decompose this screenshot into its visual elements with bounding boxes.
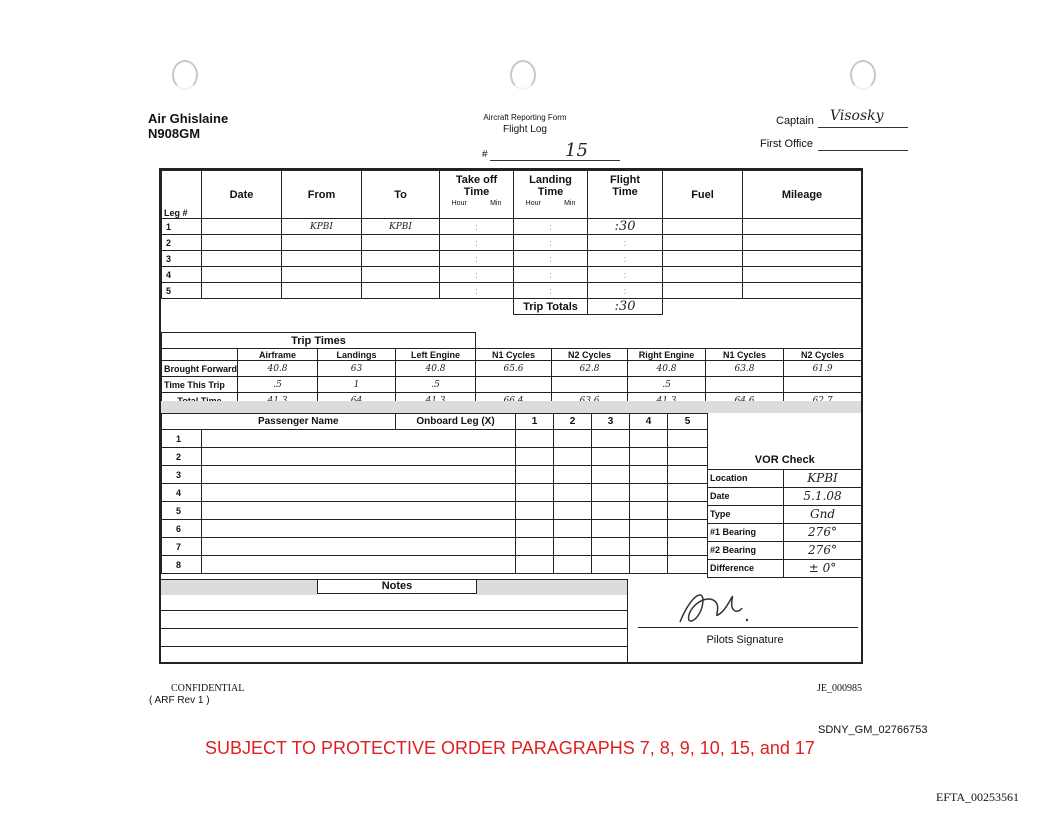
table-row bbox=[162, 251, 862, 267]
passenger-row-number: 3 bbox=[162, 466, 202, 484]
takeoff-time-header bbox=[440, 171, 514, 219]
leg-flight-time: : bbox=[588, 251, 663, 267]
leg-number: 4 bbox=[162, 267, 202, 283]
col-right-n2: N2 Cycles bbox=[784, 349, 862, 361]
date-header: Date bbox=[202, 171, 282, 219]
onboard-leg-4: 4 bbox=[630, 414, 668, 430]
punch-hole-right bbox=[850, 60, 876, 90]
landing-hour-label: Hour bbox=[525, 200, 541, 207]
mileage-header: Mileage bbox=[743, 171, 862, 219]
landing-header-line1: Landing bbox=[529, 174, 572, 186]
leg-header: Leg # bbox=[162, 171, 202, 219]
passenger-row bbox=[162, 430, 708, 448]
vor-location-value: KPBI bbox=[784, 469, 862, 487]
leg-landing-time: : bbox=[514, 219, 588, 235]
leg-number: 1 bbox=[162, 219, 202, 235]
confidential-label: CONFIDENTIAL bbox=[171, 683, 245, 694]
form-number-value: 15 bbox=[565, 140, 588, 161]
leg-flight-time: : bbox=[588, 283, 663, 299]
table-row bbox=[162, 235, 862, 251]
passenger-row-number: 5 bbox=[162, 502, 202, 520]
company-name: Air Ghislaine bbox=[148, 111, 229, 126]
leg-mileage bbox=[743, 219, 862, 235]
vor-bearing1-label: #1 Bearing bbox=[708, 523, 784, 541]
notes-line bbox=[161, 646, 627, 647]
cell: 40.8 bbox=[628, 361, 706, 377]
efta-number: EFTA_00253561 bbox=[936, 790, 1020, 804]
passenger-row-number: 8 bbox=[162, 556, 202, 574]
vor-bearing2-value: 276° bbox=[784, 541, 862, 559]
cell: 40.8 bbox=[238, 361, 318, 377]
protective-order-notice: SUBJECT TO PROTECTIVE ORDER PARAGRAPHS 7, 8, 9, 10, 15, and 17 bbox=[205, 738, 815, 758]
form-number-label: # bbox=[482, 149, 488, 160]
flight-time-header bbox=[588, 171, 663, 219]
cell bbox=[784, 377, 862, 393]
col-right-engine: Right Engine bbox=[628, 349, 706, 361]
col-airframe: Airframe bbox=[238, 349, 318, 361]
pilot-signature-label: Pilots Signature bbox=[706, 634, 784, 646]
passenger-row bbox=[162, 556, 708, 574]
cell: 62.8 bbox=[552, 361, 628, 377]
aircraft-registration: N908GM bbox=[148, 126, 201, 141]
col-left-n2: N2 Cycles bbox=[552, 349, 628, 361]
passenger-row-number: 2 bbox=[162, 448, 202, 466]
form-number-line bbox=[490, 160, 620, 161]
onboard-leg-2: 2 bbox=[554, 414, 592, 430]
leg-landing-time: : bbox=[514, 283, 588, 299]
passenger-row bbox=[162, 448, 708, 466]
col-left-n1: N1 Cycles bbox=[476, 349, 552, 361]
passenger-row bbox=[162, 466, 708, 484]
table-row bbox=[162, 267, 862, 283]
punch-hole-center bbox=[510, 60, 536, 90]
to-header: To bbox=[362, 171, 440, 219]
form-subtitle: Flight Log bbox=[503, 124, 547, 135]
bates-number: SDNY_GM_02766753 bbox=[818, 724, 928, 736]
col-left-engine: Left Engine bbox=[396, 349, 476, 361]
notes-band-left bbox=[161, 579, 317, 595]
row-label: Brought Forward bbox=[162, 361, 238, 377]
from-header: From bbox=[282, 171, 362, 219]
vor-bearing2-label: #2 Bearing bbox=[708, 541, 784, 559]
leg-fuel bbox=[663, 219, 743, 235]
onboard-leg-5: 5 bbox=[668, 414, 708, 430]
passenger-name-header: Passenger Name bbox=[202, 414, 396, 430]
passenger-row-number: 7 bbox=[162, 538, 202, 556]
leg-number: 3 bbox=[162, 251, 202, 267]
leg-from: KPBI bbox=[282, 219, 362, 235]
onboard-leg-header: Onboard Leg (X) bbox=[396, 414, 516, 430]
revision-label: ( ARF Rev 1 ) bbox=[149, 695, 210, 706]
cell: 40.8 bbox=[396, 361, 476, 377]
form-title: Aircraft Reporting Form bbox=[483, 113, 567, 122]
leg-takeoff-time: : bbox=[440, 219, 514, 235]
cell bbox=[476, 377, 552, 393]
passenger-row bbox=[162, 502, 708, 520]
row-label: Time This Trip bbox=[162, 377, 238, 393]
captain-name: Visosky bbox=[830, 108, 884, 124]
signature-line bbox=[638, 627, 858, 628]
landing-time-header bbox=[514, 171, 588, 219]
leg-flight-time: : bbox=[588, 235, 663, 251]
takeoff-min-label: Min bbox=[490, 200, 502, 207]
onboard-leg-3: 3 bbox=[592, 414, 630, 430]
leg-number: 5 bbox=[162, 283, 202, 299]
notes-divider bbox=[627, 579, 628, 662]
cell: 1 bbox=[318, 377, 396, 393]
first-officer-line bbox=[818, 150, 908, 151]
vor-type-value: Gnd bbox=[784, 505, 862, 523]
separator-band bbox=[161, 401, 861, 413]
document-id: JE_000985 bbox=[817, 683, 862, 694]
vor-difference-value: ± 0° bbox=[784, 559, 862, 577]
vor-difference-label: Difference bbox=[708, 559, 784, 577]
passenger-row-number: 4 bbox=[162, 484, 202, 502]
trip-times-table bbox=[161, 332, 862, 409]
table-row bbox=[162, 219, 862, 235]
passenger-row-number: 6 bbox=[162, 520, 202, 538]
col-right-n1: N1 Cycles bbox=[706, 349, 784, 361]
leg-to: KPBI bbox=[362, 219, 440, 235]
cell: .5 bbox=[396, 377, 476, 393]
vor-check-table bbox=[707, 451, 862, 578]
cell bbox=[552, 377, 628, 393]
takeoff-header-line1: Take off bbox=[455, 174, 498, 186]
passenger-row bbox=[162, 484, 708, 502]
cell: .5 bbox=[238, 377, 318, 393]
notes-line bbox=[161, 628, 627, 629]
cell: 63.8 bbox=[706, 361, 784, 377]
passenger-table bbox=[161, 413, 708, 574]
leg-takeoff-time: : bbox=[440, 235, 514, 251]
leg-flight-time: :30 bbox=[588, 219, 663, 235]
trip-totals-value: :30 bbox=[588, 299, 663, 315]
passenger-row bbox=[162, 520, 708, 538]
leg-number: 2 bbox=[162, 235, 202, 251]
cell: .5 bbox=[628, 377, 706, 393]
landing-min-label: Min bbox=[564, 200, 576, 207]
col-landings: Landings bbox=[318, 349, 396, 361]
fuel-header: Fuel bbox=[663, 171, 743, 219]
leg-date bbox=[202, 219, 282, 235]
flight-header-line2: Time bbox=[612, 186, 638, 198]
first-officer-label: First Office bbox=[760, 138, 813, 150]
takeoff-hour-label: Hour bbox=[451, 200, 467, 207]
trip-times-title: Trip Times bbox=[162, 333, 476, 349]
vor-check-title: VOR Check bbox=[708, 451, 862, 469]
leg-landing-time: : bbox=[514, 235, 588, 251]
leg-landing-time: : bbox=[514, 251, 588, 267]
onboard-leg-1: 1 bbox=[516, 414, 554, 430]
cell: 63 bbox=[318, 361, 396, 377]
trip-totals-label: Trip Totals bbox=[514, 299, 588, 315]
vor-date-value: 5.1.08 bbox=[784, 487, 862, 505]
flight-header-line1: Flight bbox=[610, 174, 640, 186]
landing-header-line2: Time bbox=[537, 186, 564, 198]
leg-takeoff-time: : bbox=[440, 283, 514, 299]
table-row bbox=[162, 283, 862, 299]
notes-band-right bbox=[477, 579, 627, 595]
table-row bbox=[162, 377, 862, 393]
pilot-signature-scribble bbox=[672, 582, 762, 632]
punch-hole-left bbox=[172, 60, 198, 90]
captain-line bbox=[818, 127, 908, 128]
leg-takeoff-time: : bbox=[440, 251, 514, 267]
cell bbox=[706, 377, 784, 393]
vor-date-label: Date bbox=[708, 487, 784, 505]
captain-label: Captain bbox=[776, 115, 814, 127]
vor-type-label: Type bbox=[708, 505, 784, 523]
takeoff-header-line2: Time bbox=[463, 186, 490, 198]
notes-line bbox=[161, 610, 627, 611]
notes-label: Notes bbox=[317, 579, 477, 594]
cell: 65.6 bbox=[476, 361, 552, 377]
leg-takeoff-time: : bbox=[440, 267, 514, 283]
table-row bbox=[162, 361, 862, 377]
passenger-row-number: 1 bbox=[162, 430, 202, 448]
leg-landing-time: : bbox=[514, 267, 588, 283]
trip-totals-row bbox=[162, 299, 862, 315]
legs-table bbox=[161, 170, 862, 315]
leg-flight-time: : bbox=[588, 267, 663, 283]
cell: 61.9 bbox=[784, 361, 862, 377]
vor-bearing1-value: 276° bbox=[784, 523, 862, 541]
passenger-row bbox=[162, 538, 708, 556]
vor-location-label: Location bbox=[708, 469, 784, 487]
